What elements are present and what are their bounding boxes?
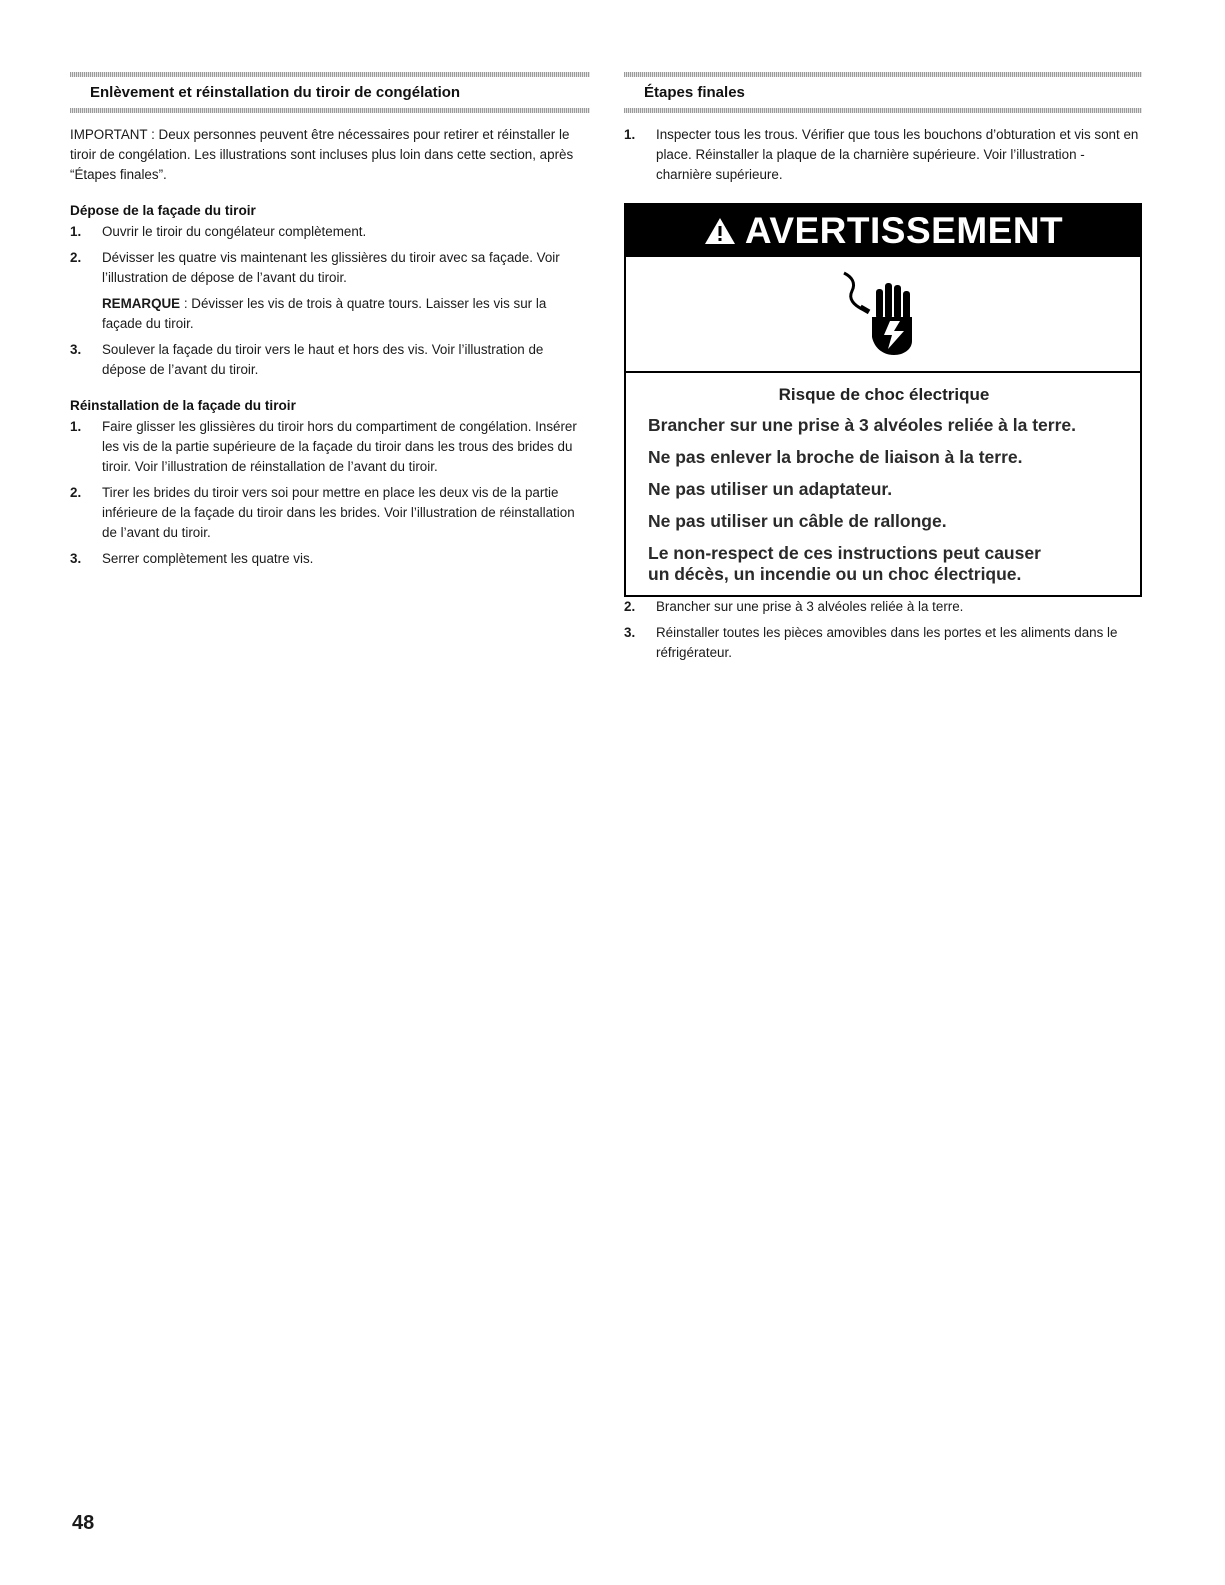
list-item: 1. Ouvrir le tiroir du congélateur complètement. bbox=[70, 224, 367, 239]
final-steps-after bbox=[624, 597, 1142, 663]
warning-line: Ne pas enlever la broche de liaison à la terre. bbox=[648, 447, 1023, 467]
warning-header bbox=[626, 205, 1140, 257]
header-rule-bottom bbox=[70, 108, 590, 113]
right-column bbox=[624, 72, 1142, 669]
header-rule-top bbox=[624, 72, 1142, 77]
warning-line: Ne pas utiliser un adaptateur. bbox=[648, 479, 893, 499]
warning-line: Brancher sur une prise à 3 alvéoles reliée à la terre. bbox=[648, 415, 1077, 435]
warning-triangle-icon bbox=[703, 216, 737, 246]
page-number: 48 bbox=[72, 1512, 95, 1534]
warning-consequence: Le non-respect de ces instructions peut causer un décès, un incendie ou un choc électrique. bbox=[648, 543, 1041, 584]
warning-box bbox=[624, 203, 1142, 597]
list-item: 3. Réinstaller toutes les pièces amovibles dans les portes et les aliments dans le réfrigérateur. bbox=[624, 625, 1118, 660]
warning-subtitle: Risque de choc électrique bbox=[778, 385, 990, 404]
list-item: 2. Tirer les brides du tiroir vers soi pour mettre en place les deux vis de la partie inférieure de la façade du tiroir dans les brides. Voir l’illustration de réinstallation de l’avant du tiroir. bbox=[70, 485, 575, 540]
depose-steps bbox=[70, 222, 590, 380]
list-item: 3. Soulever la façade du tiroir vers le haut et hors des vis. Voir l’illustration de dépose de l’avant du tiroir. bbox=[70, 342, 544, 377]
final-steps-before bbox=[624, 125, 1142, 185]
list-item: 3. Serrer complètement les quatre vis. bbox=[70, 551, 314, 566]
list-item: 1. Inspecter tous les trous. Vérifier que tous les bouchons d’obturation et vis sont en place. Réinstaller la plaque de la charnière supérieure. Voir l’illustration - charnière supérieure. bbox=[624, 127, 1139, 182]
list-item: 2. Brancher sur une prise à 3 alvéoles reliée à la terre. bbox=[624, 599, 964, 614]
electric-shock-hand-icon bbox=[838, 269, 928, 359]
subsection-title-depose: Dépose de la façade du tiroir bbox=[70, 203, 256, 218]
section-title-final-steps: Étapes finales bbox=[644, 84, 745, 101]
note: REMARQUE : Dévisser les vis de trois à quatre tours. Laisser les vis sur la façade du tiroir. bbox=[102, 296, 547, 331]
list-item: 1. Faire glisser les glissières du tiroir hors du compartiment de congélation. Insérer les vis de la partie supérieure de la façade du tiroir dans les trous des brides du tiroir. Voir l’illustration de réinstallation de l’avant du tiroir. bbox=[70, 419, 577, 474]
warning-title: AVERTISSEMENT bbox=[744, 210, 1064, 251]
warning-line: Ne pas utiliser un câble de rallonge. bbox=[648, 511, 947, 531]
warning-text bbox=[626, 373, 1140, 595]
header-rule-top bbox=[70, 72, 590, 77]
list-item: 2. Dévisser les quatre vis maintenant les glissières du tiroir avec sa façade. Voir l’illustration de dépose de l’avant du tiroir. REMARQUE : Dévisser les vis de trois à quatre tours. Laisser les vis sur la façade du tiroir. bbox=[70, 248, 590, 334]
important-paragraph: IMPORTANT : Deux personnes peuvent être nécessaires pour retirer et réinstaller le tiroir de congélation. Les illustrations sont incluses plus loin dans cette section, après “Étapes finales”. bbox=[70, 127, 574, 182]
header-rule-bottom bbox=[624, 108, 1142, 113]
section-title-freezer-drawer: Enlèvement et réinstallation du tiroir de congélation bbox=[90, 84, 461, 101]
subsection-title-reinstall: Réinstallation de la façade du tiroir bbox=[70, 398, 296, 413]
left-column bbox=[70, 72, 590, 575]
reinstall-steps bbox=[70, 417, 590, 569]
